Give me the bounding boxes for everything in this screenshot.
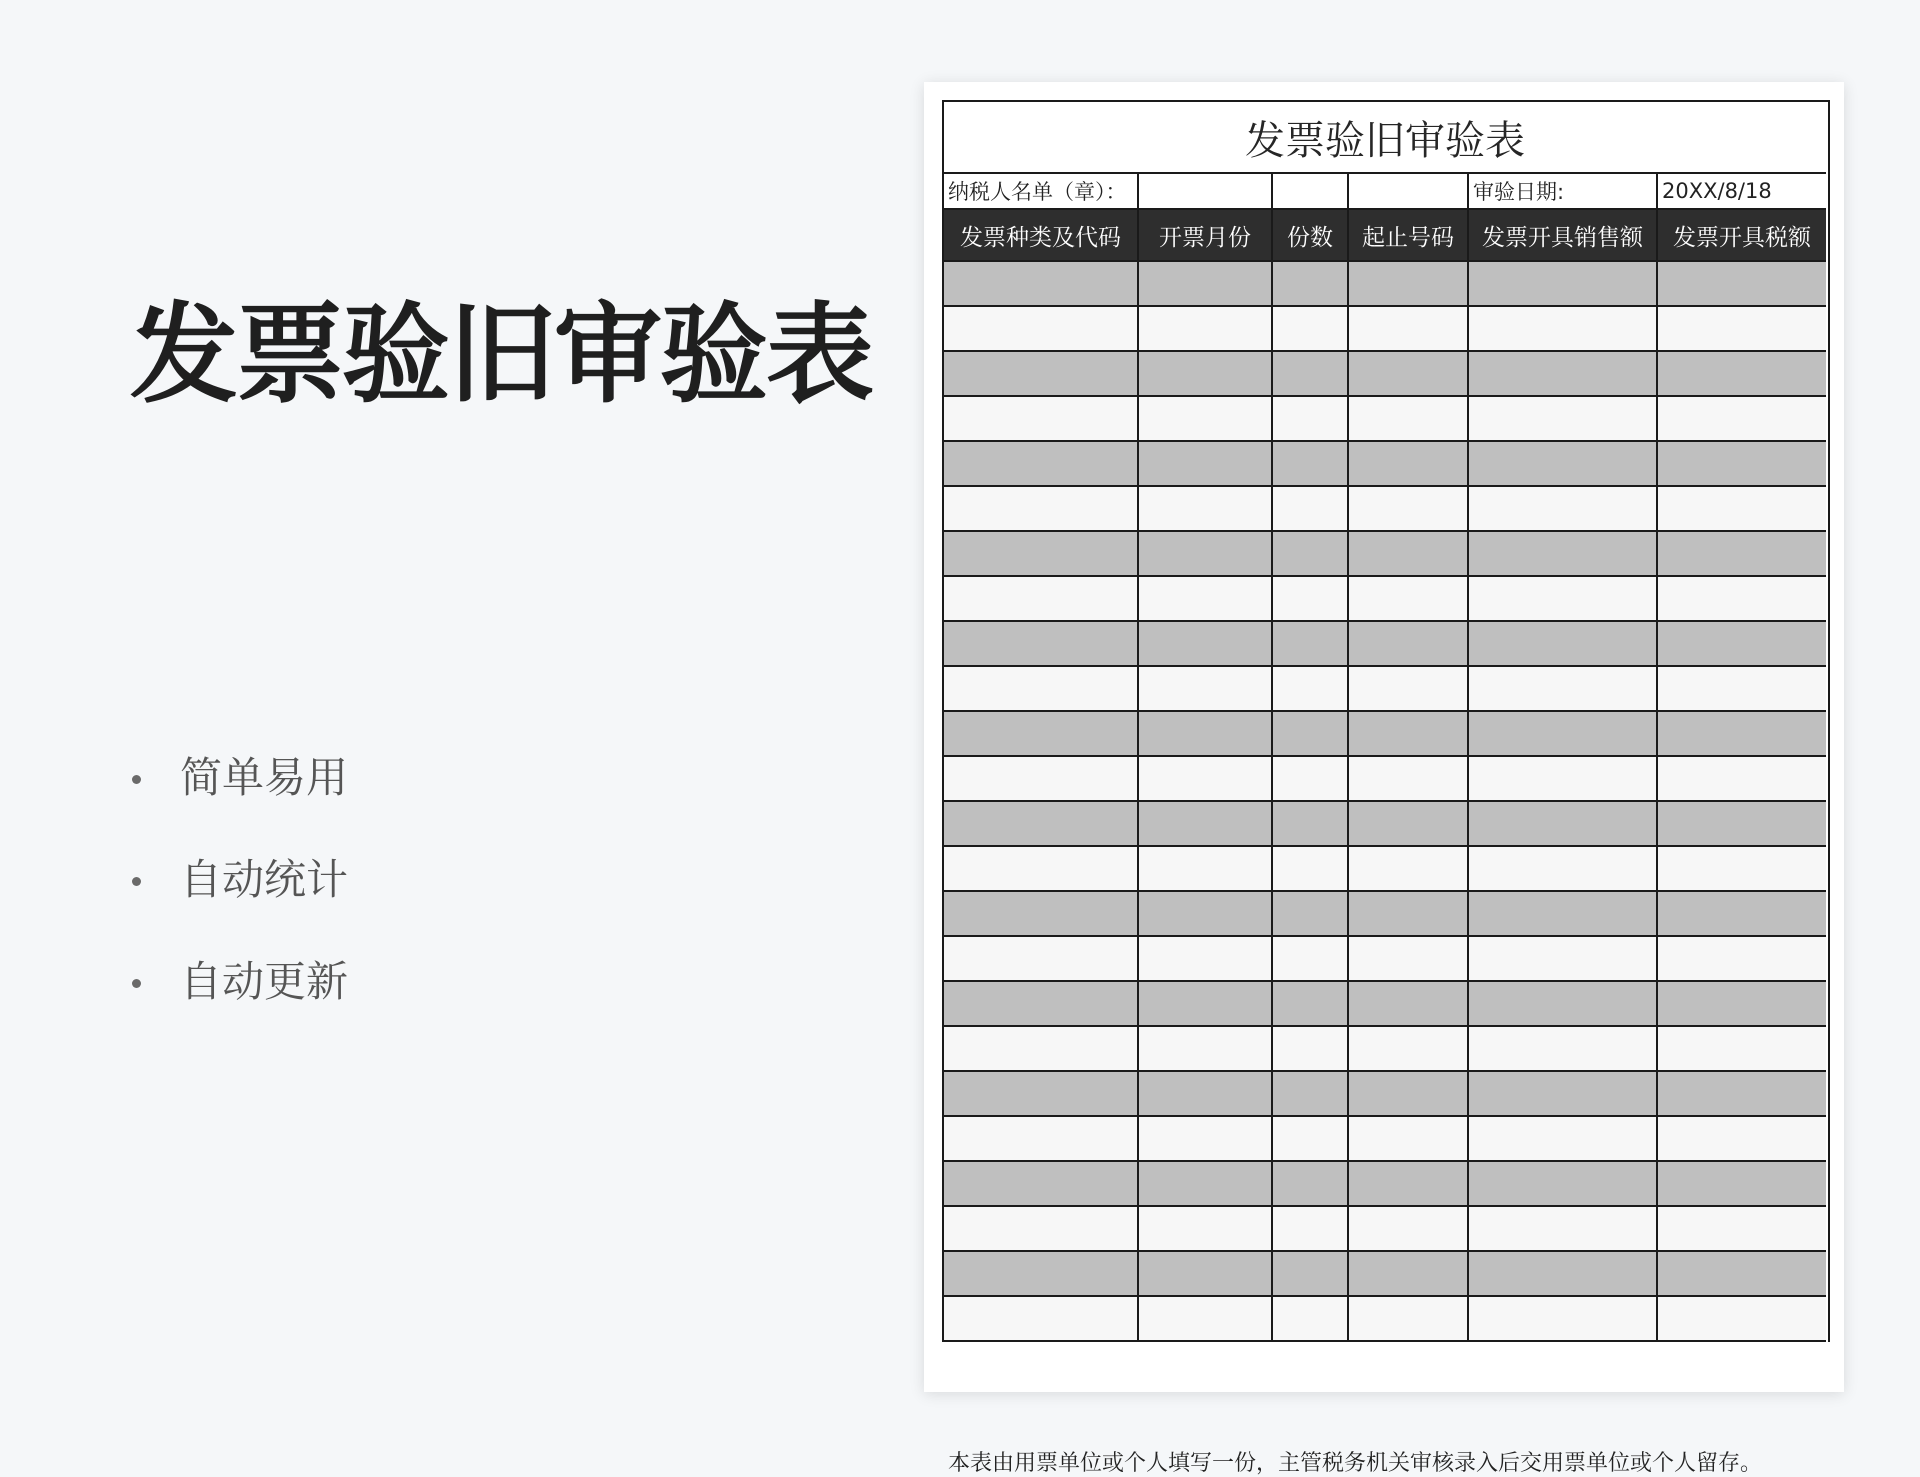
audit-date-label: 审验日期: bbox=[1468, 173, 1657, 209]
feature-item bbox=[130, 942, 348, 1044]
cell-invoice-type[interactable] bbox=[944, 1116, 1138, 1161]
cell-sales-amount[interactable] bbox=[1468, 936, 1657, 981]
cell-month[interactable] bbox=[1138, 711, 1272, 756]
cell-number-range[interactable] bbox=[1348, 1296, 1468, 1341]
cell-month[interactable] bbox=[1138, 351, 1272, 396]
cell-invoice-type[interactable] bbox=[944, 621, 1138, 666]
cell-invoice-type[interactable] bbox=[944, 756, 1138, 801]
cell-month[interactable] bbox=[1138, 846, 1272, 891]
cell-number-range[interactable] bbox=[1348, 1206, 1468, 1251]
cell-number-range[interactable] bbox=[1348, 306, 1468, 351]
cell-month[interactable] bbox=[1138, 306, 1272, 351]
cell-invoice-type[interactable] bbox=[944, 396, 1138, 441]
cell-sales-amount[interactable] bbox=[1468, 666, 1657, 711]
cell-tax-amount[interactable] bbox=[1657, 576, 1826, 621]
table-row bbox=[944, 981, 1826, 1026]
cell-invoice-type[interactable] bbox=[944, 981, 1138, 1026]
cell-sales-amount[interactable] bbox=[1468, 1296, 1657, 1341]
cell-sales-amount[interactable] bbox=[1468, 351, 1657, 396]
cell-tax-amount[interactable] bbox=[1657, 441, 1826, 486]
column-header-copies: 份数 bbox=[1272, 209, 1348, 261]
cell-tax-amount[interactable] bbox=[1657, 351, 1826, 396]
table-row bbox=[944, 351, 1826, 396]
cell-number-range[interactable] bbox=[1348, 1026, 1468, 1071]
cell-number-range[interactable] bbox=[1348, 756, 1468, 801]
table-row bbox=[944, 261, 1826, 306]
cell-month[interactable] bbox=[1138, 1071, 1272, 1116]
cell-copies[interactable] bbox=[1272, 576, 1348, 621]
hero-title: 发票验旧审验表 bbox=[130, 293, 873, 418]
cell-tax-amount[interactable] bbox=[1657, 981, 1826, 1026]
cell-invoice-type[interactable] bbox=[944, 666, 1138, 711]
cell-tax-amount[interactable] bbox=[1657, 1161, 1826, 1206]
cell-copies[interactable] bbox=[1272, 1026, 1348, 1071]
table-row bbox=[944, 666, 1826, 711]
sheet-footnote: 本表由用票单位或个人填写一份，主管税务机关审核录入后交用票单位或个人留存。 bbox=[948, 1451, 1763, 1476]
cell-sales-amount[interactable] bbox=[1468, 1116, 1657, 1161]
bullet-dot-icon bbox=[132, 979, 141, 988]
cell-month[interactable] bbox=[1138, 1206, 1272, 1251]
cell-month[interactable] bbox=[1138, 531, 1272, 576]
cell-tax-amount[interactable] bbox=[1657, 1296, 1826, 1341]
cell-tax-amount[interactable] bbox=[1657, 756, 1826, 801]
cell-invoice-type[interactable] bbox=[944, 351, 1138, 396]
cell-invoice-type[interactable] bbox=[944, 1251, 1138, 1296]
cell-copies[interactable] bbox=[1272, 756, 1348, 801]
cell-copies[interactable] bbox=[1272, 621, 1348, 666]
info-blank-cell[interactable] bbox=[1348, 173, 1468, 209]
cell-number-range[interactable] bbox=[1348, 351, 1468, 396]
feature-label: 自动统计 bbox=[180, 855, 349, 904]
table-row bbox=[944, 1116, 1826, 1161]
cell-sales-amount[interactable] bbox=[1468, 396, 1657, 441]
cell-number-range[interactable] bbox=[1348, 1161, 1468, 1206]
cell-month[interactable] bbox=[1138, 441, 1272, 486]
cell-number-range[interactable] bbox=[1348, 441, 1468, 486]
cell-month[interactable] bbox=[1138, 621, 1272, 666]
cell-number-range[interactable] bbox=[1348, 486, 1468, 531]
cell-invoice-type[interactable] bbox=[944, 801, 1138, 846]
cell-month[interactable] bbox=[1138, 756, 1272, 801]
cell-invoice-type[interactable] bbox=[944, 1161, 1138, 1206]
table-row bbox=[944, 1296, 1826, 1341]
cell-tax-amount[interactable] bbox=[1657, 621, 1826, 666]
bullet-dot-icon bbox=[132, 877, 141, 886]
cell-invoice-type[interactable] bbox=[944, 936, 1138, 981]
cell-copies[interactable] bbox=[1272, 531, 1348, 576]
cell-sales-amount[interactable] bbox=[1468, 621, 1657, 666]
table-row bbox=[944, 846, 1826, 891]
cell-invoice-type[interactable] bbox=[944, 441, 1138, 486]
cell-month[interactable] bbox=[1138, 1296, 1272, 1341]
cell-number-range[interactable] bbox=[1348, 396, 1468, 441]
cell-number-range[interactable] bbox=[1348, 1251, 1468, 1296]
cell-tax-amount[interactable] bbox=[1657, 1026, 1826, 1071]
cell-month[interactable] bbox=[1138, 936, 1272, 981]
cell-tax-amount[interactable] bbox=[1657, 306, 1826, 351]
cell-sales-amount[interactable] bbox=[1468, 756, 1657, 801]
cell-copies[interactable] bbox=[1272, 1251, 1348, 1296]
cell-number-range[interactable] bbox=[1348, 576, 1468, 621]
column-header-invoice-type: 发票种类及代码 bbox=[944, 209, 1138, 261]
cell-invoice-type[interactable] bbox=[944, 1071, 1138, 1116]
column-header-number-range: 起止号码 bbox=[1348, 209, 1468, 261]
cell-tax-amount[interactable] bbox=[1657, 396, 1826, 441]
cell-tax-amount[interactable] bbox=[1657, 531, 1826, 576]
audit-date-value[interactable]: 20XX/8/18 bbox=[1657, 173, 1826, 209]
feature-label: 简单易用 bbox=[180, 753, 349, 802]
cell-sales-amount[interactable] bbox=[1468, 441, 1657, 486]
cell-copies[interactable] bbox=[1272, 891, 1348, 936]
cell-invoice-type[interactable] bbox=[944, 576, 1138, 621]
document-preview bbox=[924, 82, 1844, 1476]
audit-table bbox=[944, 102, 1826, 1342]
table-row bbox=[944, 756, 1826, 801]
cell-number-range[interactable] bbox=[1348, 666, 1468, 711]
cell-copies[interactable] bbox=[1272, 936, 1348, 981]
table-row bbox=[944, 801, 1826, 846]
cell-copies[interactable] bbox=[1272, 981, 1348, 1026]
cell-tax-amount[interactable] bbox=[1657, 801, 1826, 846]
cell-number-range[interactable] bbox=[1348, 1071, 1468, 1116]
cell-copies[interactable] bbox=[1272, 261, 1348, 306]
cell-invoice-type[interactable] bbox=[944, 306, 1138, 351]
cell-month[interactable] bbox=[1138, 1026, 1272, 1071]
cell-number-range[interactable] bbox=[1348, 846, 1468, 891]
cell-copies[interactable] bbox=[1272, 1161, 1348, 1206]
cell-number-range[interactable] bbox=[1348, 936, 1468, 981]
cell-invoice-type[interactable] bbox=[944, 1206, 1138, 1251]
column-header-month: 开票月份 bbox=[1138, 209, 1272, 261]
cell-tax-amount[interactable] bbox=[1657, 486, 1826, 531]
cell-invoice-type[interactable] bbox=[944, 846, 1138, 891]
cell-tax-amount[interactable] bbox=[1657, 846, 1826, 891]
cell-number-range[interactable] bbox=[1348, 801, 1468, 846]
feature-item bbox=[130, 840, 348, 942]
cell-month[interactable] bbox=[1138, 396, 1272, 441]
cell-sales-amount[interactable] bbox=[1468, 1206, 1657, 1251]
cell-month[interactable] bbox=[1138, 666, 1272, 711]
cell-sales-amount[interactable] bbox=[1468, 846, 1657, 891]
cell-tax-amount[interactable] bbox=[1657, 936, 1826, 981]
cell-sales-amount[interactable] bbox=[1468, 1026, 1657, 1071]
cell-sales-amount[interactable] bbox=[1468, 711, 1657, 756]
cell-invoice-type[interactable] bbox=[944, 531, 1138, 576]
table-row bbox=[944, 891, 1826, 936]
cell-copies[interactable] bbox=[1272, 711, 1348, 756]
column-header-tax-amount: 发票开具税额 bbox=[1657, 209, 1826, 261]
cell-sales-amount[interactable] bbox=[1468, 1251, 1657, 1296]
feature-label: 自动更新 bbox=[180, 957, 349, 1006]
table-row bbox=[944, 306, 1826, 351]
table-row bbox=[944, 531, 1826, 576]
cell-copies[interactable] bbox=[1272, 1116, 1348, 1161]
cell-number-range[interactable] bbox=[1348, 621, 1468, 666]
table-row bbox=[944, 621, 1826, 666]
cell-invoice-type[interactable] bbox=[944, 486, 1138, 531]
cell-tax-amount[interactable] bbox=[1657, 1206, 1826, 1251]
cell-number-range[interactable] bbox=[1348, 261, 1468, 306]
cell-tax-amount[interactable] bbox=[1657, 1116, 1826, 1161]
invoice-audit-sheet bbox=[942, 100, 1830, 1476]
cell-sales-amount[interactable] bbox=[1468, 531, 1657, 576]
cell-month[interactable] bbox=[1138, 576, 1272, 621]
cell-tax-amount[interactable] bbox=[1657, 261, 1826, 306]
cell-sales-amount[interactable] bbox=[1468, 576, 1657, 621]
cell-copies[interactable] bbox=[1272, 486, 1348, 531]
cell-copies[interactable] bbox=[1272, 846, 1348, 891]
table-row bbox=[944, 486, 1826, 531]
feature-list bbox=[130, 738, 348, 1044]
taxpayer-value-cell[interactable] bbox=[1138, 173, 1272, 209]
table-row bbox=[944, 1251, 1826, 1296]
cell-sales-amount[interactable] bbox=[1468, 981, 1657, 1026]
column-header-sales-amount: 发票开具销售额 bbox=[1468, 209, 1657, 261]
cell-month[interactable] bbox=[1138, 486, 1272, 531]
cell-sales-amount[interactable] bbox=[1468, 1161, 1657, 1206]
bullet-dot-icon bbox=[132, 775, 141, 784]
sheet-title: 发票验旧审验表 bbox=[944, 102, 1826, 173]
cell-copies[interactable] bbox=[1272, 1206, 1348, 1251]
cell-number-range[interactable] bbox=[1348, 711, 1468, 756]
table-row bbox=[944, 441, 1826, 486]
cell-copies[interactable] bbox=[1272, 666, 1348, 711]
taxpayer-label: 纳税人名单（章）： bbox=[944, 173, 1138, 209]
cell-tax-amount[interactable] bbox=[1657, 666, 1826, 711]
cell-copies[interactable] bbox=[1272, 801, 1348, 846]
cell-month[interactable] bbox=[1138, 1251, 1272, 1296]
table-row bbox=[944, 1206, 1826, 1251]
cell-sales-amount[interactable] bbox=[1468, 1071, 1657, 1116]
cell-tax-amount[interactable] bbox=[1657, 891, 1826, 936]
cell-month[interactable] bbox=[1138, 1161, 1272, 1206]
cell-tax-amount[interactable] bbox=[1657, 711, 1826, 756]
cell-month[interactable] bbox=[1138, 891, 1272, 936]
cell-invoice-type[interactable] bbox=[944, 711, 1138, 756]
table-row bbox=[944, 711, 1826, 756]
table-row bbox=[944, 396, 1826, 441]
info-blank-cell[interactable] bbox=[1272, 173, 1348, 209]
feature-item bbox=[130, 738, 348, 840]
cell-month[interactable] bbox=[1138, 801, 1272, 846]
cell-sales-amount[interactable] bbox=[1468, 261, 1657, 306]
table-row bbox=[944, 1071, 1826, 1116]
cell-copies[interactable] bbox=[1272, 351, 1348, 396]
table-row bbox=[944, 576, 1826, 621]
cell-number-range[interactable] bbox=[1348, 1116, 1468, 1161]
cell-invoice-type[interactable] bbox=[944, 261, 1138, 306]
cell-month[interactable] bbox=[1138, 261, 1272, 306]
cell-copies[interactable] bbox=[1272, 441, 1348, 486]
cell-copies[interactable] bbox=[1272, 1296, 1348, 1341]
table-row bbox=[944, 1161, 1826, 1206]
cell-number-range[interactable] bbox=[1348, 891, 1468, 936]
cell-copies[interactable] bbox=[1272, 306, 1348, 351]
cell-number-range[interactable] bbox=[1348, 531, 1468, 576]
cell-number-range[interactable] bbox=[1348, 981, 1468, 1026]
cell-month[interactable] bbox=[1138, 1116, 1272, 1161]
table-row bbox=[944, 936, 1826, 981]
cell-tax-amount[interactable] bbox=[1657, 1071, 1826, 1116]
cell-sales-amount[interactable] bbox=[1468, 801, 1657, 846]
cell-copies[interactable] bbox=[1272, 1071, 1348, 1116]
cell-sales-amount[interactable] bbox=[1468, 486, 1657, 531]
cell-invoice-type[interactable] bbox=[944, 1026, 1138, 1071]
cell-invoice-type[interactable] bbox=[944, 891, 1138, 936]
cell-month[interactable] bbox=[1138, 981, 1272, 1026]
cell-invoice-type[interactable] bbox=[944, 1296, 1138, 1341]
cell-sales-amount[interactable] bbox=[1468, 891, 1657, 936]
cell-copies[interactable] bbox=[1272, 396, 1348, 441]
table-row bbox=[944, 1026, 1826, 1071]
cell-sales-amount[interactable] bbox=[1468, 306, 1657, 351]
cell-tax-amount[interactable] bbox=[1657, 1251, 1826, 1296]
